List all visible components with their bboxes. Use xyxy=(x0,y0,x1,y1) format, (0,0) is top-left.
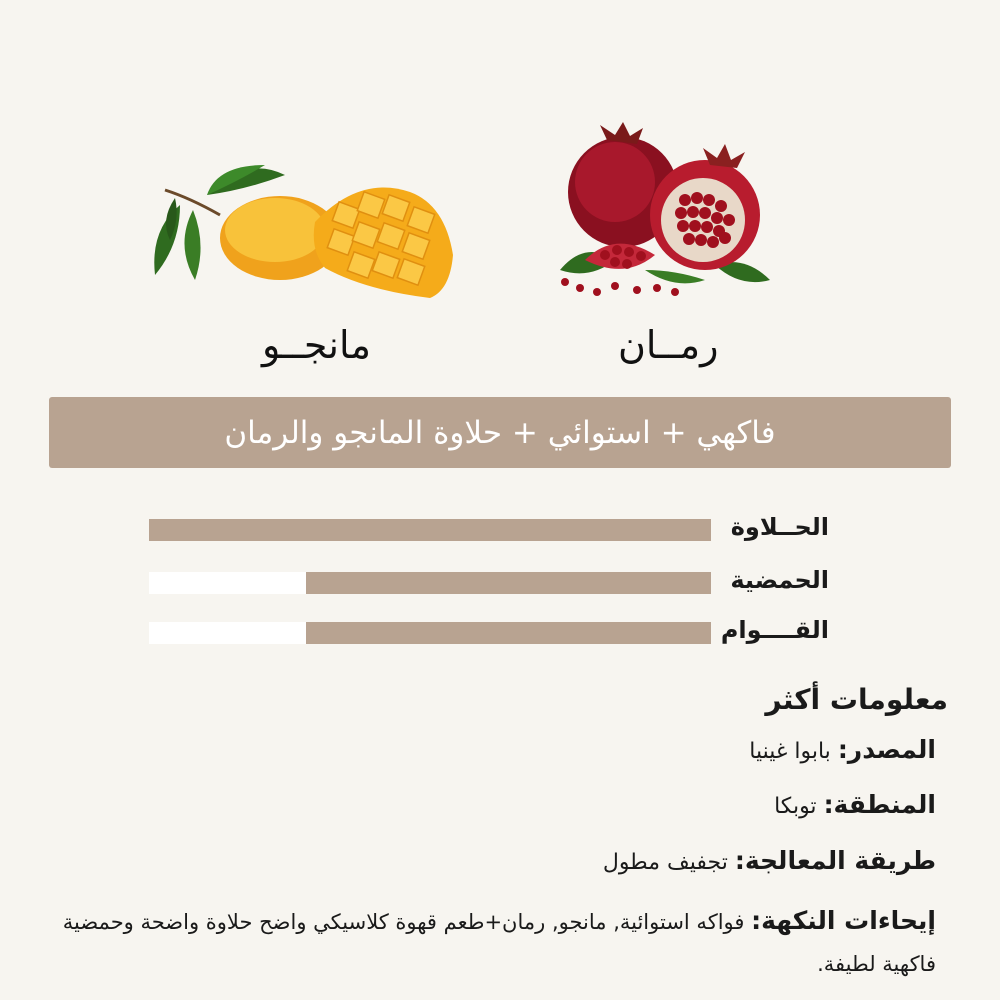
process-value: تجفيف مطول xyxy=(602,850,735,875)
attribute-row-acidity xyxy=(149,563,949,603)
sweetness-bar-fill xyxy=(149,519,711,541)
process-line xyxy=(603,846,936,875)
more-info-title: معلومات أكثر xyxy=(765,683,948,716)
process-label: طريقة المعالجة: xyxy=(734,846,936,875)
body-label: القــــوام xyxy=(720,616,829,644)
mango-image xyxy=(145,150,465,310)
source-value: بابوا غينيا xyxy=(749,739,838,764)
notes-label: إيحاءات النكهة: xyxy=(751,906,936,935)
attribute-row-body xyxy=(149,613,949,653)
source-line xyxy=(749,735,936,764)
flavor-notes xyxy=(62,900,936,985)
acidity-bar-track xyxy=(149,572,711,594)
region-line xyxy=(774,790,936,819)
sweetness-label: الحــلاوة xyxy=(730,513,829,541)
attribute-row-sweetness xyxy=(149,510,949,550)
acidity-label: الحمضية xyxy=(730,566,829,594)
notes-value: فواكه استوائية, مانجو, رمان+طعم قهوة كلاسيكي واضح حلاوة واضحة وحمضية فاكهية لطيفة. xyxy=(62,910,936,976)
region-value: توبكا xyxy=(774,794,824,819)
source-label: المصدر: xyxy=(837,735,936,764)
acidity-bar-fill xyxy=(306,572,711,594)
pomegranate-label: رمــان xyxy=(618,323,719,367)
pomegranate-image xyxy=(545,120,785,305)
sweetness-bar-track xyxy=(149,519,711,541)
flavor-banner xyxy=(49,397,951,468)
body-bar-fill xyxy=(306,622,711,644)
mango-label: مانجــو xyxy=(262,323,371,367)
region-label: المنطقة: xyxy=(823,790,936,819)
body-bar-track xyxy=(149,622,711,644)
flavor-banner-text: فاكهي + استوائي + حلاوة المانجو والرمان xyxy=(224,414,776,451)
